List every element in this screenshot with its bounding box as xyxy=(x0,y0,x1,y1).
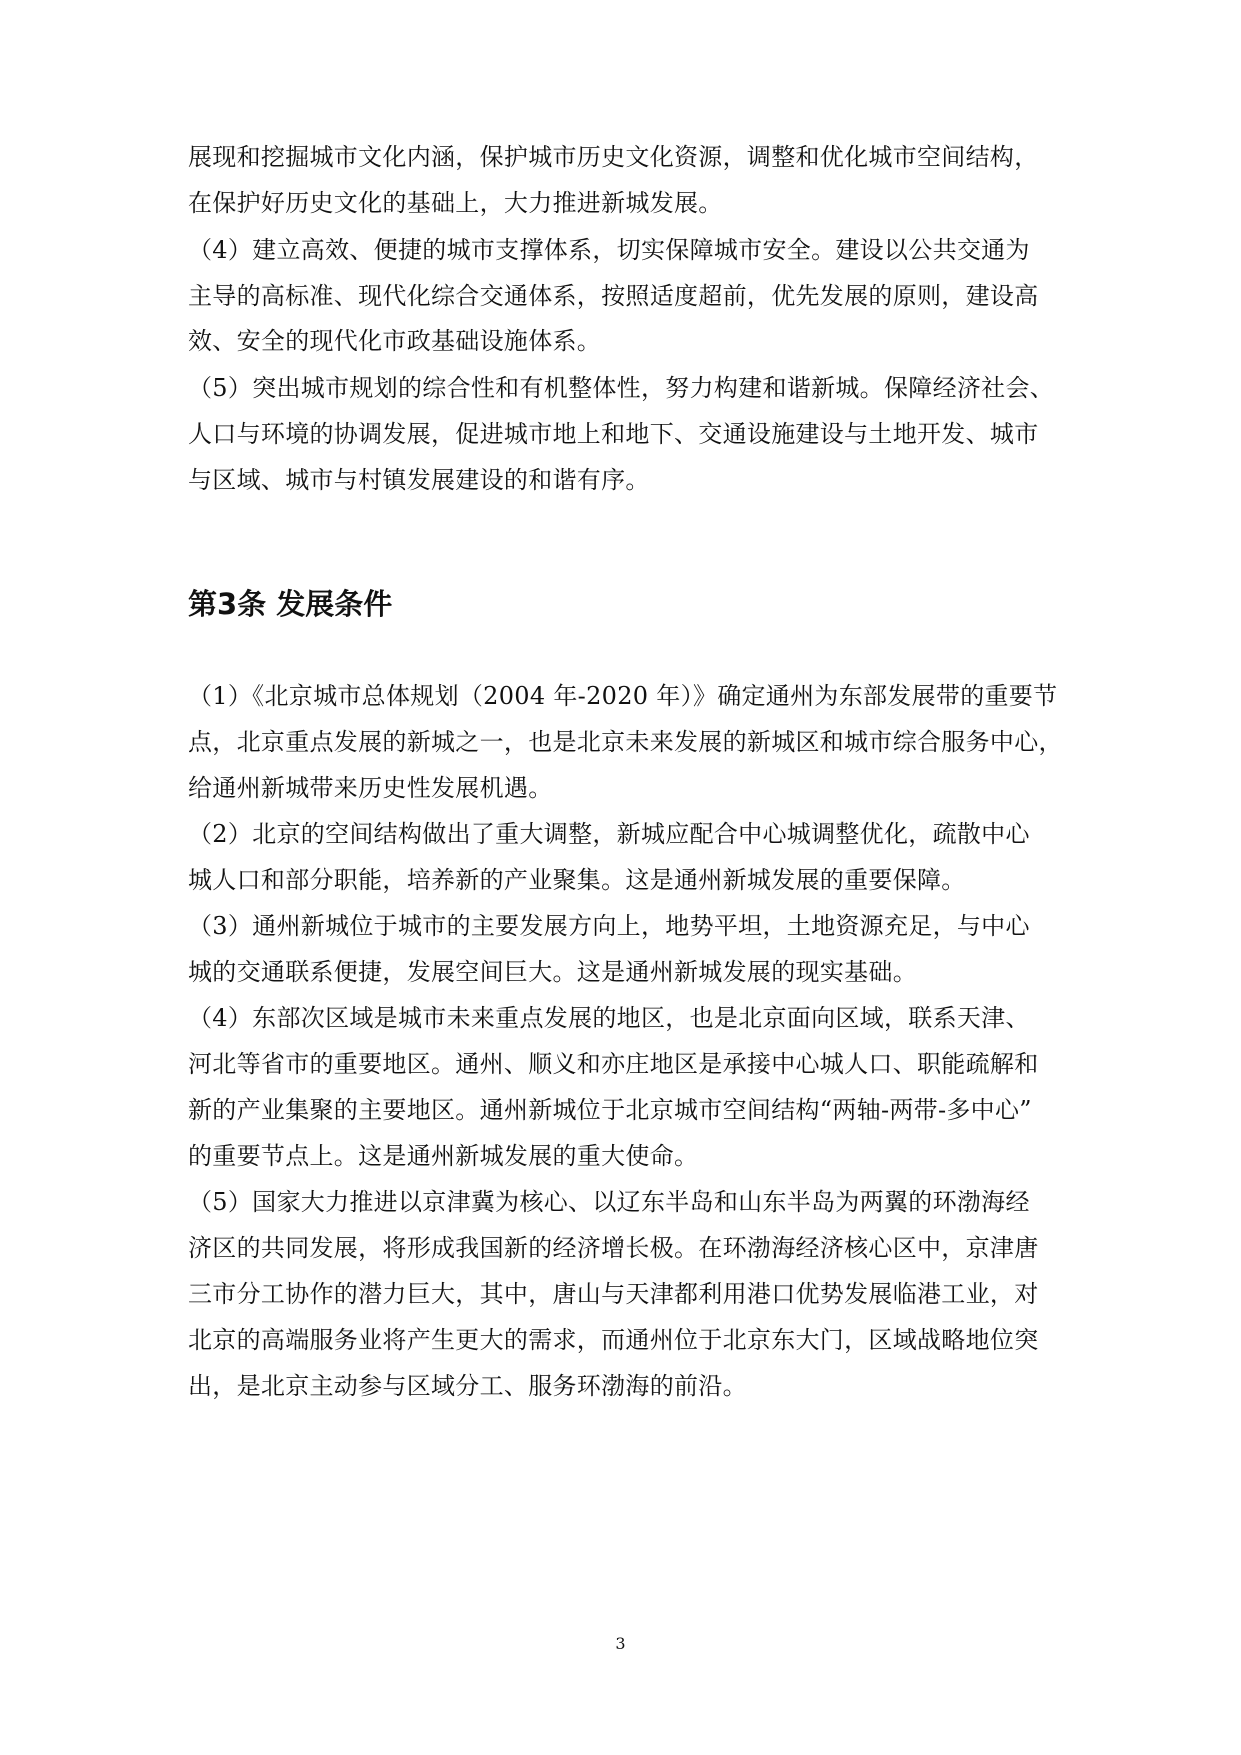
paragraph-line: 城人口和部分职能，培养新的产业聚集。这是通州新城发展的重要保障。 xyxy=(188,866,966,894)
paragraph-line: 出，是北京主动参与区域分工、服务环渤海的前沿。 xyxy=(188,1372,747,1400)
paragraph-line: （4）建立高效、便捷的城市支撑体系，切实保障城市安全。建设以公共交通为 xyxy=(188,236,1030,264)
paragraph-line: 济区的共同发展，将形成我国新的经济增长极。在环渤海经济核心区中，京津唐 xyxy=(188,1234,1039,1262)
paragraph-line: （5）突出城市规划的综合性和有机整体性，努力构建和谐新城。保障经济社会、 xyxy=(188,374,1055,402)
paragraph-line: 三市分工协作的潜力巨大，其中，唐山与天津都利用港口优势发展临港工业，对 xyxy=(188,1280,1039,1308)
paragraph-line: 与区域、城市与村镇发展建设的和谐有序。 xyxy=(188,466,650,494)
section-heading: 第3条 发展条件 xyxy=(188,587,393,621)
paragraph-line: （5）国家大力推进以京津冀为核心、以辽东半岛和山东半岛为两翼的环渤海经 xyxy=(188,1188,1030,1216)
paragraph-line: 人口与环境的协调发展，促进城市地上和地下、交通设施建设与土地开发、城市 xyxy=(188,420,1039,448)
paragraph-line: 北京的高端服务业将产生更大的需求，而通州位于北京东大门，区域战略地位突 xyxy=(188,1326,1039,1354)
paragraph-line: （1）《北京城市总体规划（2004 年-2020 年）》确定通州为东部发展带的重要节 xyxy=(188,682,1058,710)
paragraph-line: （2）北京的空间结构做出了重大调整，新城应配合中心城调整优化，疏散中心 xyxy=(188,820,1030,848)
paragraph-line: 主导的高标准、现代化综合交通体系，按照适度超前，优先发展的原则，建设高 xyxy=(188,282,1039,310)
paragraph-line: 效、安全的现代化市政基础设施体系。 xyxy=(188,327,602,355)
paragraph-line: 河北等省市的重要地区。通州、顺义和亦庄地区是承接中心城人口、职能疏解和 xyxy=(188,1050,1039,1078)
paragraph-line: 的重要节点上。这是通州新城发展的重大使命。 xyxy=(188,1142,699,1170)
paragraph-line: （3）通州新城位于城市的主要发展方向上，地势平坦，土地资源充足，与中心 xyxy=(188,912,1030,940)
paragraph-line: 在保护好历史文化的基础上，大力推进新城发展。 xyxy=(188,189,723,217)
paragraph-line: 给通州新城带来历史性发展机遇。 xyxy=(188,774,553,802)
paragraph-line: （4）东部次区域是城市未来重点发展的地区，也是北京面向区域，联系天津、 xyxy=(188,1004,1030,1032)
paragraph-line: 展现和挖掘城市文化内涵，保护城市历史文化资源，调整和优化城市空间结构， xyxy=(188,143,1039,171)
page-number: 3 xyxy=(615,1634,626,1653)
paragraph-line: 城的交通联系便捷，发展空间巨大。这是通州新城发展的现实基础。 xyxy=(188,958,917,986)
paragraph-line: 新的产业集聚的主要地区。通州新城位于北京城市空间结构“两轴-两带-多中心” xyxy=(188,1096,1032,1124)
paragraph-line: 点，北京重点发展的新城之一，也是北京未来发展的新城区和城市综合服务中心， xyxy=(188,728,1063,756)
